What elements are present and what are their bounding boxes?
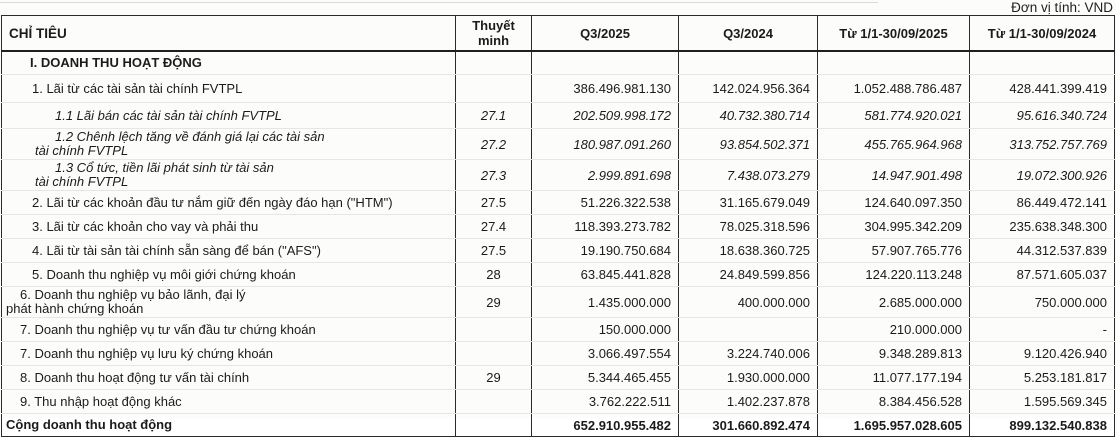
table-row: [2, 414, 1115, 437]
note-value: 28: [456, 263, 532, 287]
column-header-q3-2025: Q3/2025: [532, 16, 679, 52]
table-row: [2, 75, 1115, 103]
value-ytd-2024: 95.616.340.724: [970, 103, 1115, 129]
value-ytd-2024: -: [970, 318, 1115, 342]
value-ytd-2024: 19.072.300.926: [970, 160, 1115, 191]
value-q3-2024: 301.660.892.474: [679, 414, 818, 437]
value-q3-2024: 78.025.318.596: [679, 215, 818, 239]
row-label: 6. Doanh thu nghiệp vụ bảo lãnh, đại lý phát hành chứng khoán: [2, 287, 456, 318]
column-header-chi-tieu: CHỈ TIÊU: [2, 16, 456, 52]
table-row: [2, 390, 1115, 414]
table-row: [2, 342, 1115, 366]
value-ytd-2025: 124.640.097.350: [818, 191, 970, 215]
note-value: 27.3: [456, 160, 532, 191]
value-ytd-2024: 9.120.426.940: [970, 342, 1115, 366]
row-label: 9. Thu nhập hoạt động khác: [2, 390, 456, 414]
value-ytd-2025: 304.995.342.209: [818, 215, 970, 239]
table-row: [2, 239, 1115, 263]
row-label: 1.2 Chênh lệch tăng về đánh giá lại các tài sản tài chính FVTPL: [2, 129, 456, 160]
note-value: 27.5: [456, 191, 532, 215]
note-value: 27.2: [456, 129, 532, 160]
value-q3-2025: 180.987.091.260: [532, 129, 679, 160]
value-q3-2024: [679, 51, 818, 75]
row-label: 3. Lãi từ các khoản cho vay và phải thu: [2, 215, 456, 239]
value-ytd-2024: [970, 51, 1115, 75]
column-header-q3-2024: Q3/2024: [679, 16, 818, 52]
row-label: 1. Lãi từ các tài sản tài chính FVTPL: [2, 75, 456, 103]
value-ytd-2024: 86.449.472.141: [970, 191, 1115, 215]
note-value: [456, 342, 532, 366]
row-label: 1.1 Lãi bán các tài sản tài chính FVTPL: [2, 103, 456, 129]
table-row: [2, 263, 1115, 287]
value-ytd-2025: 455.765.964.968: [818, 129, 970, 160]
value-q3-2025: [532, 51, 679, 75]
value-ytd-2024: 1.595.569.345: [970, 390, 1115, 414]
value-q3-2024: 400.000.000: [679, 287, 818, 318]
value-q3-2025: 51.226.322.538: [532, 191, 679, 215]
value-q3-2025: 1.435.000.000: [532, 287, 679, 318]
value-q3-2024: [679, 318, 818, 342]
value-q3-2024: 3.224.740.006: [679, 342, 818, 366]
note-value: 27.5: [456, 239, 532, 263]
value-q3-2025: 202.509.998.172: [532, 103, 679, 129]
table-row: [2, 318, 1115, 342]
value-ytd-2024: 750.000.000: [970, 287, 1115, 318]
row-label: 7. Doanh thu nghiệp vụ tư vấn đầu tư chứng khoán: [2, 318, 456, 342]
value-ytd-2024: 313.752.757.769: [970, 129, 1115, 160]
note-value: 29: [456, 287, 532, 318]
header-row: [2, 16, 1115, 52]
note-value: [456, 75, 532, 103]
column-header-ytd-2025: Từ 1/1-30/09/2025: [818, 16, 970, 52]
value-ytd-2024: 428.441.399.419: [970, 75, 1115, 103]
table-row: [2, 366, 1115, 390]
income-statement-table: [1, 15, 1115, 437]
table-row: [2, 215, 1115, 239]
value-q3-2024: 40.732.380.714: [679, 103, 818, 129]
table-row: [2, 191, 1115, 215]
row-label: 2. Lãi từ các khoản đầu tư nắm giữ đến ngày đáo hạn ("HTM"): [2, 191, 456, 215]
value-ytd-2024: 44.312.537.839: [970, 239, 1115, 263]
value-ytd-2025: [818, 51, 970, 75]
value-q3-2024: 1.402.237.878: [679, 390, 818, 414]
value-q3-2024: 1.930.000.000: [679, 366, 818, 390]
value-ytd-2024: 87.571.605.037: [970, 263, 1115, 287]
note-value: [456, 51, 532, 75]
table-row: [2, 160, 1115, 191]
row-label: 7. Doanh thu nghiệp vụ lưu ký chứng khoán: [2, 342, 456, 366]
value-q3-2024: 18.638.360.725: [679, 239, 818, 263]
value-q3-2025: 3.762.222.511: [532, 390, 679, 414]
value-ytd-2025: 11.077.177.194: [818, 366, 970, 390]
row-label: Cộng doanh thu hoạt động: [2, 414, 456, 437]
value-ytd-2025: 1.052.488.786.487: [818, 75, 970, 103]
scan-artifact-line: [0, 2, 878, 3]
value-ytd-2025: 124.220.113.248: [818, 263, 970, 287]
value-q3-2025: 652.910.955.482: [532, 414, 679, 437]
table-row: [2, 129, 1115, 160]
value-ytd-2025: 8.384.456.528: [818, 390, 970, 414]
value-ytd-2024: 5.253.181.817: [970, 366, 1115, 390]
note-value: [456, 390, 532, 414]
currency-unit-note: Đơn vị tính: VND: [1011, 0, 1113, 15]
table-row: [2, 51, 1115, 75]
value-q3-2024: 7.438.073.279: [679, 160, 818, 191]
value-q3-2025: 19.190.750.684: [532, 239, 679, 263]
value-ytd-2024: 235.638.348.300: [970, 215, 1115, 239]
row-label: 4. Lãi từ tài sản tài chính sẵn sàng để bán ("AFS"): [2, 239, 456, 263]
value-q3-2025: 386.496.981.130: [532, 75, 679, 103]
value-q3-2024: 31.165.679.049: [679, 191, 818, 215]
note-value: 27.4: [456, 215, 532, 239]
note-value: [456, 414, 532, 437]
value-q3-2024: 142.024.956.364: [679, 75, 818, 103]
value-ytd-2025: 581.774.920.021: [818, 103, 970, 129]
column-header-thuyet-minh: Thuyết minh: [456, 16, 532, 52]
value-q3-2025: 3.066.497.554: [532, 342, 679, 366]
column-header-ytd-2024: Từ 1/1-30/09/2024: [970, 16, 1115, 52]
row-label: 8. Doanh thu hoạt động tư vấn tài chính: [2, 366, 456, 390]
table-row: [2, 287, 1115, 318]
value-ytd-2025: 210.000.000: [818, 318, 970, 342]
value-q3-2025: 63.845.441.828: [532, 263, 679, 287]
value-ytd-2025: 2.685.000.000: [818, 287, 970, 318]
value-q3-2025: 150.000.000: [532, 318, 679, 342]
value-q3-2025: 5.344.465.455: [532, 366, 679, 390]
note-value: 29: [456, 366, 532, 390]
row-label: 1.3 Cổ tức, tiền lãi phát sinh từ tài sản tài chính FVTPL: [2, 160, 456, 191]
note-value: 27.1: [456, 103, 532, 129]
value-ytd-2025: 1.695.957.028.605: [818, 414, 970, 437]
table-row: [2, 103, 1115, 129]
value-ytd-2025: 9.348.289.813: [818, 342, 970, 366]
value-ytd-2024: 899.132.540.838: [970, 414, 1115, 437]
value-q3-2025: 118.393.273.782: [532, 215, 679, 239]
value-q3-2025: 2.999.891.698: [532, 160, 679, 191]
row-label: 5. Doanh thu nghiệp vụ môi giới chứng khoán: [2, 263, 456, 287]
note-value: [456, 318, 532, 342]
value-ytd-2025: 57.907.765.776: [818, 239, 970, 263]
value-q3-2024: 24.849.599.856: [679, 263, 818, 287]
value-q3-2024: 93.854.502.371: [679, 129, 818, 160]
row-label: I. DOANH THU HOẠT ĐỘNG: [2, 51, 456, 75]
value-ytd-2025: 14.947.901.498: [818, 160, 970, 191]
